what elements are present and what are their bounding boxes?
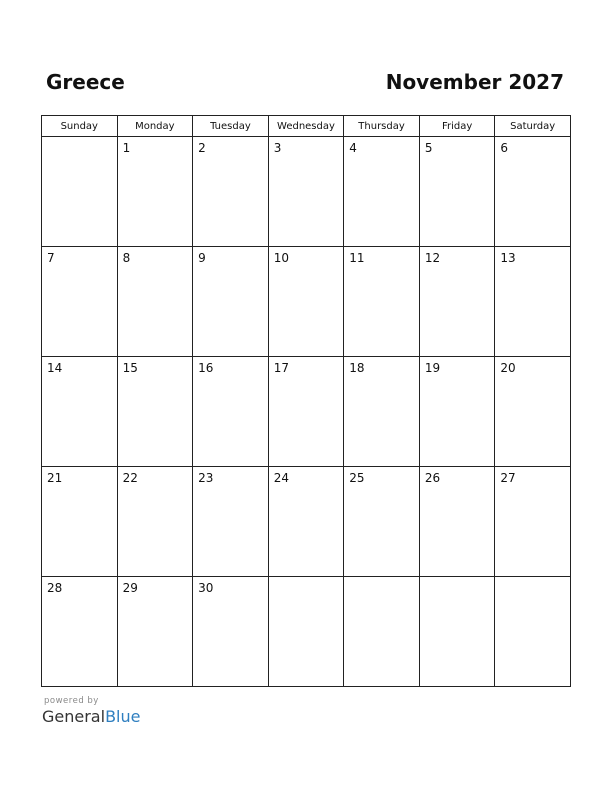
day-number: 29 [122, 581, 138, 595]
weekday-header: Monday [117, 116, 193, 137]
day-cell [117, 357, 193, 467]
day-number: 23 [198, 471, 214, 485]
day-cell [42, 357, 118, 467]
powered-by-text: powered by [44, 696, 99, 706]
week-row [42, 247, 571, 357]
day-number: 18 [349, 361, 365, 375]
footer-branding [42, 696, 140, 726]
weekday-header: Thursday [344, 116, 420, 137]
day-number: 28 [47, 581, 63, 595]
day-cell [42, 467, 118, 577]
day-cell [193, 247, 269, 357]
day-number: 21 [47, 471, 63, 485]
day-cell [117, 247, 193, 357]
day-cell [344, 247, 420, 357]
day-number: 14 [47, 361, 63, 375]
week-row [42, 137, 571, 247]
day-number: 11 [349, 251, 365, 265]
brand-logo[interactable] [42, 707, 140, 726]
day-number [420, 577, 495, 581]
day-number: 25 [349, 471, 365, 485]
weekday-header: Sunday [42, 116, 118, 137]
weekday-header: Friday [419, 116, 495, 137]
day-cell [117, 577, 193, 687]
day-number [495, 577, 570, 581]
day-number: 8 [122, 251, 131, 265]
brand-general-text: General [42, 707, 106, 726]
day-cell [268, 577, 344, 687]
day-cell [117, 467, 193, 577]
week-row [42, 467, 571, 577]
day-number: 6 [500, 141, 509, 155]
day-number [269, 577, 344, 581]
day-cell [495, 577, 571, 687]
day-cell [42, 247, 118, 357]
day-number: 27 [500, 471, 516, 485]
day-cell [344, 577, 420, 687]
day-number [344, 577, 419, 581]
day-number: 12 [424, 251, 441, 265]
day-number: 15 [122, 361, 138, 375]
day-number: 20 [500, 361, 516, 375]
day-cell [419, 247, 495, 357]
day-cell [344, 467, 420, 577]
weekday-header-row [42, 116, 571, 137]
day-number: 10 [273, 251, 289, 265]
day-number: 13 [500, 251, 516, 265]
month-year-title: November 2027 [385, 70, 564, 94]
day-cell [419, 357, 495, 467]
weekday-header: Saturday [495, 116, 571, 137]
day-number: 17 [273, 361, 289, 375]
day-number: 19 [424, 361, 441, 375]
day-cell [344, 357, 420, 467]
day-cell [42, 577, 118, 687]
day-cell [419, 137, 495, 247]
brand-blue-text: Blue [105, 707, 141, 726]
day-number: 26 [424, 471, 441, 485]
day-number: 2 [198, 141, 206, 155]
day-cell [344, 137, 420, 247]
day-cell [268, 247, 344, 357]
day-cell [193, 577, 269, 687]
weekday-header: Tuesday [193, 116, 269, 137]
weekday-header: Wednesday [268, 116, 344, 137]
country-title: Greece [46, 70, 125, 94]
calendar-grid [41, 115, 571, 687]
week-row [42, 577, 571, 687]
day-cell [419, 467, 495, 577]
day-cell [495, 247, 571, 357]
day-cell [419, 577, 495, 687]
week-row [42, 357, 571, 467]
day-number [42, 137, 117, 141]
day-number: 24 [273, 471, 289, 485]
day-number: 7 [47, 251, 55, 265]
day-number: 16 [198, 361, 214, 375]
day-number: 30 [198, 581, 214, 595]
day-cell [268, 467, 344, 577]
day-cell [495, 357, 571, 467]
day-cell [42, 137, 118, 247]
day-number: 1 [122, 141, 131, 155]
day-number: 22 [122, 471, 138, 485]
day-cell [495, 467, 571, 577]
day-number: 5 [424, 141, 433, 155]
day-number: 3 [273, 141, 282, 155]
day-number: 4 [349, 141, 357, 155]
day-cell [193, 467, 269, 577]
day-cell [117, 137, 193, 247]
day-number: 9 [198, 251, 206, 265]
day-cell [268, 137, 344, 247]
day-cell [193, 357, 269, 467]
day-cell [495, 137, 571, 247]
day-cell [193, 137, 269, 247]
day-cell [268, 357, 344, 467]
